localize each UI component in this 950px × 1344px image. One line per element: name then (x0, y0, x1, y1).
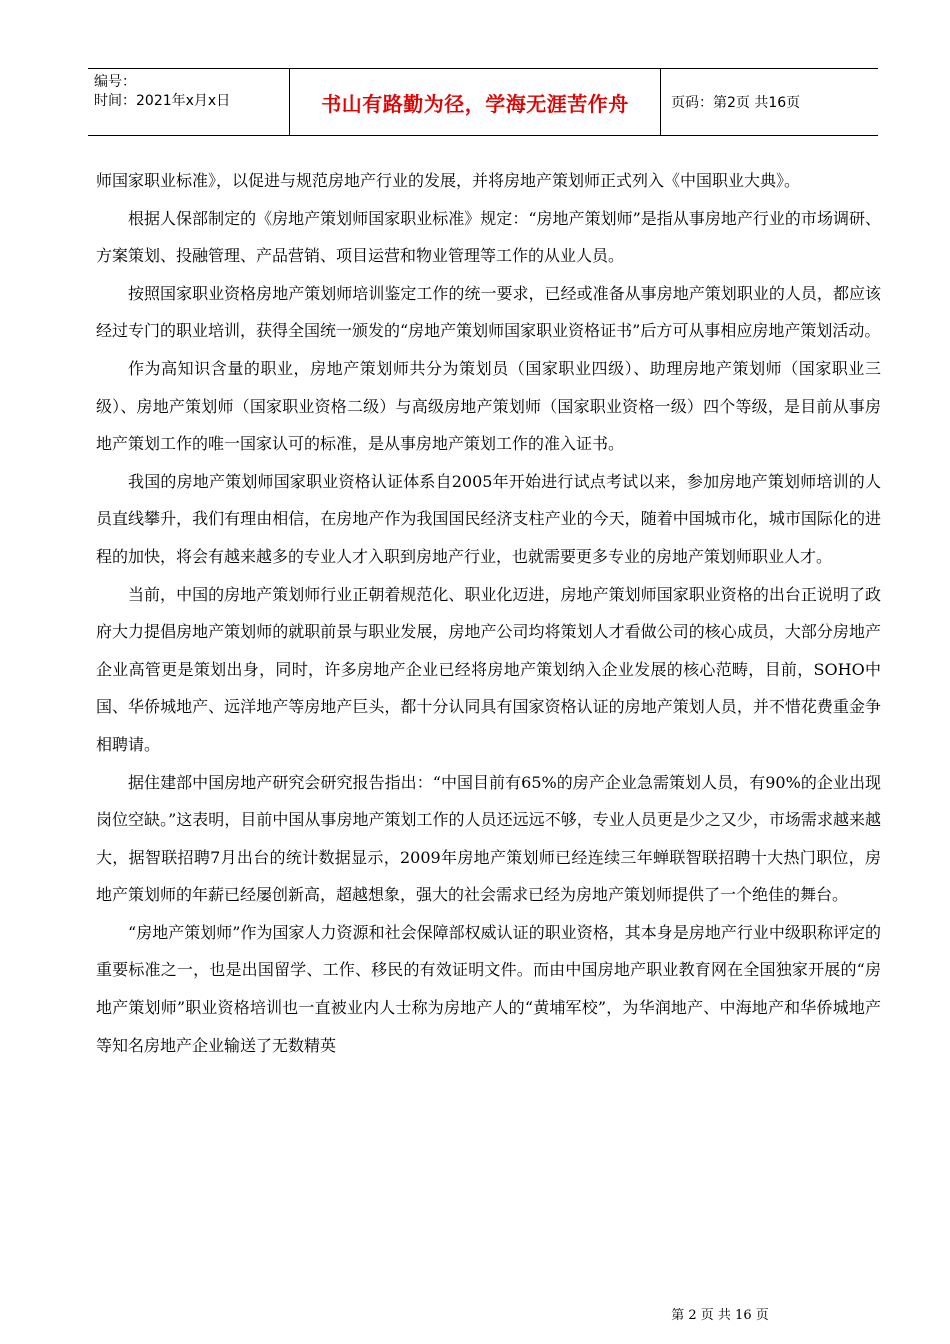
document-body (96, 162, 881, 1064)
page-footer: 第 2 页 共 16 页 (671, 1308, 769, 1323)
header-page-code: 页码：第2页 共16页 (671, 95, 801, 111)
paragraph: 作为高知识含量的职业，房地产策划师共分为策划员（国家职业四级）、助理房地产策划师（国家职业三级）、房地产策划师（国家职业资格二级）与高级房地产策划师（国家职业资格一级）四个等级，是目前从事房地产策划工作的唯一国家认可的标准，是从事房地产策划工作的准入证书。 (96, 358, 881, 454)
paragraph: 按照国家职业资格房地产策划师培训鉴定工作的统一要求，已经或准备从事房地产策划职业的人员，都应该经过专门的职业培训，获得全国统一颁发的“房地产策划师国家职业资格证书”后方可从事相应房地产策划活动。 (96, 283, 881, 341)
paragraph: 据住建部中国房地产研究会研究报告指出：“中国目前有65%的房产企业急需策划人员，有90%的企业出现岗位空缺。”这表明，目前中国从事房地产策划工作的人员还远远不够，专业人员更是少之又少，市场需求越来越大，据智联招聘7月出台的统计数据显示，2009年房地产策划师已经连续三年蝉联智联招聘十大热门职位，房地产策划师的年薪已经屡创新高，超越想象，强大的社会需求已经为房地产策划师提供了一个绝佳的舞台。 (96, 772, 881, 905)
page-header (88, 68, 878, 136)
document-time: 时间：2021年x月x日 (94, 93, 231, 109)
header-meta (88, 69, 289, 135)
paragraph: 根据人保部制定的《房地产策划师国家职业标准》规定：“房地产策划师”是指从事房地产行业的市场调研、方案策划、投融管理、产品营销、项目运营和物业管理等工作的从业人员。 (96, 208, 881, 266)
document-number: 编号： (94, 74, 136, 90)
paragraph: 我国的房地产策划师国家职业资格认证体系自2005年开始进行试点考试以来，参加房地产策划师培训的人员直线攀升，我们有理由相信，在房地产作为我国国民经济支柱产业的今天，随着中国城市化，城市国际化的进程的加快，将会有越来越多的专业人才入职到房地产行业，也就需要更多专业的房地产策划师职业人才。 (96, 471, 881, 566)
paragraph: “房地产策划师”作为国家人力资源和社会保障部权威认证的职业资格，其本身是房地产行业中级职称评定的重要标准之一，也是出国留学、工作、移民的有效证明文件。而由中国房地产职业教育网在全国独家开展的“房地产策划师”职业资格培训也一直被业内人士称为房地产人的“黄埔军校”，为华润地产、中海地产和华侨城地产等知名房地产企业输送了无数精英 (96, 922, 881, 1055)
paragraph: 当前，中国的房地产策划师行业正朝着规范化、职业化迈进，房地产策划师国家职业资格的出台正说明了政府大力提倡房地产策划师的就职前景与职业发展，房地产公司均将策划人才看做公司的核心成员，大部分房地产企业高管更是策划出身，同时，许多房地产企业已经将房地产策划纳入企业发展的核心范畴，目前，SOHO中国、华侨城地产、远洋地产等房地产巨头，都十分认同具有国家资格认证的房地产策划人员，并不惜花费重金争相聘请。 (96, 584, 881, 754)
paragraph: 师国家职业标准》，以促进与规范房地产行业的发展，并将房地产策划师正式列入《中国职业大典》。 (96, 171, 801, 190)
header-motto: 书山有路勤为径，学海无涯苦作舟 (289, 69, 661, 135)
